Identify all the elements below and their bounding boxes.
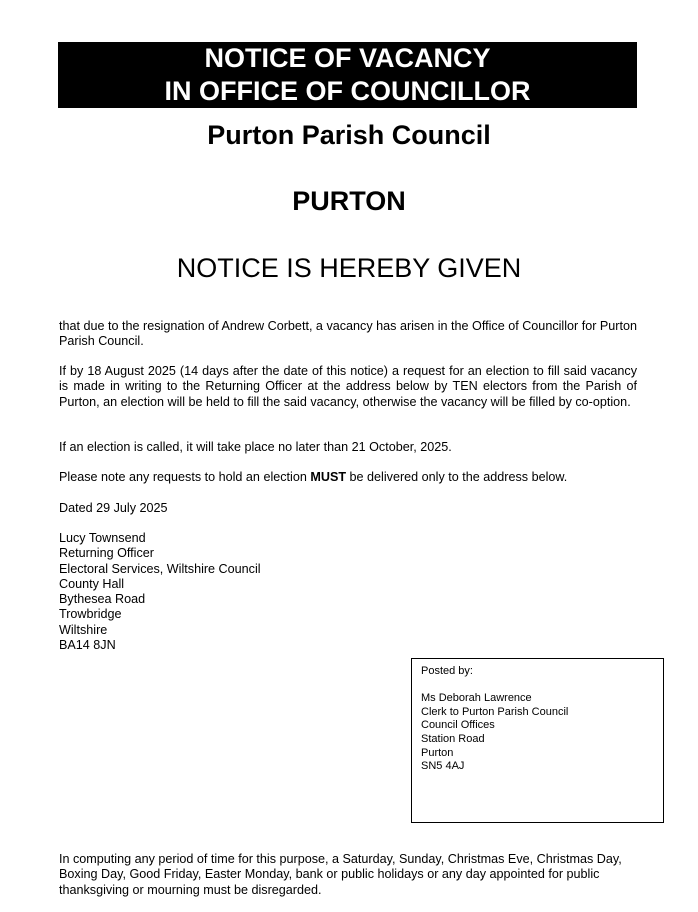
address-line: BA14 8JN	[59, 638, 116, 653]
address-line: County Hall	[59, 576, 125, 591]
election-request-paragraph: If by 18 August 2025 (14 days after the date of this notice) a request for an election to fill said vacancy is made in writing to the Returning Officer at the address below by TEN electors from the Parish of Purton, an election will be held to fill the said vacancy, otherwise the vacancy will be filled by co-option.	[59, 364, 637, 409]
address-line: Lucy Townsend	[59, 531, 146, 545]
address-line: Wiltshire	[59, 622, 108, 637]
address-line: Electoral Services, Wiltshire Council	[59, 561, 261, 576]
posted-by-line: Clerk to Purton Parish Council	[421, 705, 569, 718]
banner-title-line-2: IN OFFICE OF COUNCILLOR	[164, 76, 531, 106]
posted-by-line: SN5 4AJ	[421, 760, 465, 773]
posted-by-line: Station Road	[421, 732, 485, 745]
delivery-note-paragraph	[59, 470, 637, 485]
posted-by-box	[411, 658, 664, 823]
address-line: Bythesea Road	[59, 592, 146, 607]
dated-line: Dated 29 July 2025	[59, 501, 168, 515]
delivery-note-text-2: be delivered only to the address below.	[346, 470, 568, 484]
delivery-note-emphasis: MUST	[310, 470, 347, 484]
resignation-paragraph: that due to the resignation of Andrew Corbett, a vacancy has arisen in the Office of Councillor for Purton Parish Council.	[59, 319, 638, 349]
notice-banner	[58, 42, 637, 108]
computation-footnote: In computing any period of time for this purpose, a Saturday, Sunday, Christmas Eve, Christmas Day, Boxing Day, Good Friday, Easter Monday, bank or public holidays or any day appointed for public thanksgiving or mourning must be disregarded.	[59, 852, 622, 897]
address-line: Trowbridge	[59, 607, 122, 622]
returning-officer-address	[59, 531, 261, 653]
banner-title-line-1: NOTICE OF VACANCY	[204, 43, 491, 73]
delivery-note-text-1: Please note any requests to hold an election	[59, 470, 311, 484]
council-name: Purton Parish Council	[207, 120, 491, 150]
posted-by-label: Posted by:	[421, 665, 473, 677]
posted-by-line: Ms Deborah Lawrence	[421, 692, 532, 705]
parish-name: PURTON	[292, 186, 406, 216]
address-line: Returning Officer	[59, 546, 154, 561]
notice-heading: NOTICE IS HEREBY GIVEN	[176, 253, 522, 283]
posted-by-line: Council Offices	[421, 719, 495, 732]
election-date-paragraph: If an election is called, it will take place no later than 21 October, 2025.	[59, 440, 452, 454]
posted-by-line: Purton	[421, 746, 454, 759]
